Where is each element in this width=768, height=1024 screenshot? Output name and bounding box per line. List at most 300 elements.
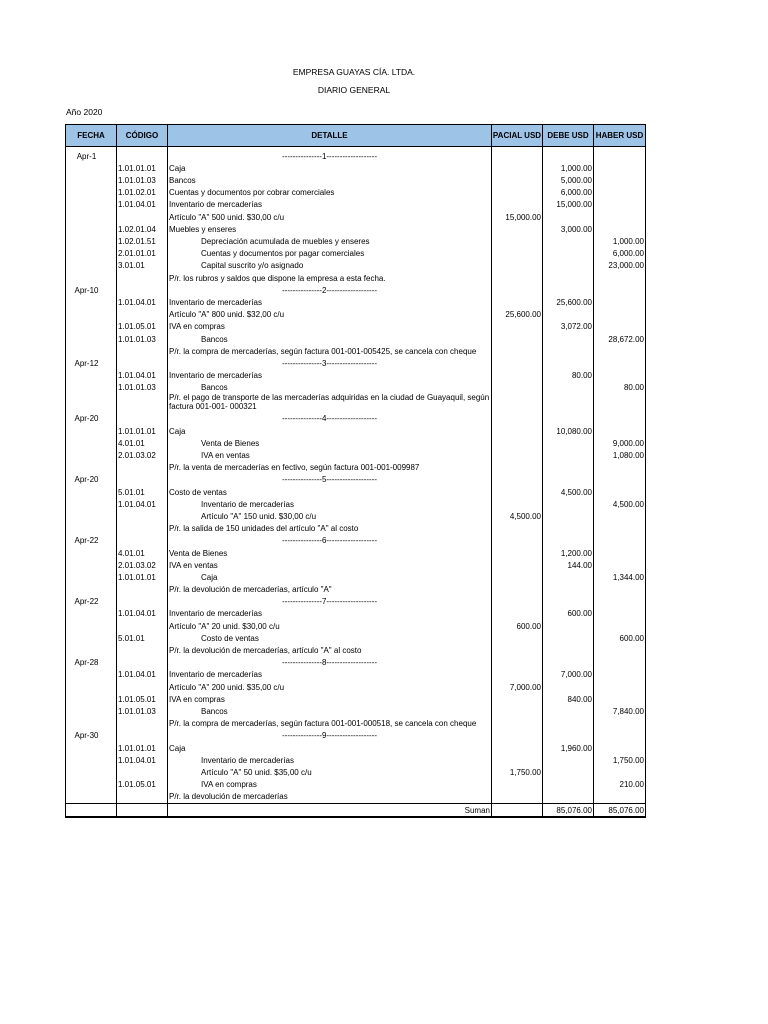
entry-detail: Artículo "A" 200 unid. $35,00 c/u [168,680,492,692]
entry-separator-row [66,283,646,295]
entry-date: Apr-20 [66,412,117,424]
journal-row [66,643,646,655]
debit-amount [543,631,594,643]
partial-amount [492,320,543,332]
account-code: 1.01.05.01 [117,320,168,332]
account-code: 1.01.05.01 [117,692,168,704]
journal-row [66,741,646,753]
entry-detail: IVA en ventas [168,558,492,570]
debit-amount [543,716,594,728]
debit-amount: 600.00 [543,607,594,619]
entry-detail [168,777,492,789]
account-code: 2.01.03.02 [117,448,168,460]
entry-detail-text: Artículo "A" 50 unid. $35,00 c/u [201,767,312,777]
entry-date [66,173,117,185]
partial-amount [492,259,543,271]
column-header-debe: DEBE USD [543,125,594,147]
entry-date [66,198,117,210]
partial-amount [492,461,543,473]
entry-detail: ---------------8------------------- [168,656,492,668]
entry-detail: ---------------9------------------- [168,729,492,741]
entry-date [66,509,117,521]
credit-amount: 1,080.00 [594,448,646,460]
journal-row [66,186,646,198]
debit-amount [543,307,594,319]
partial-amount [492,295,543,307]
credit-amount [594,741,646,753]
credit-amount [594,295,646,307]
account-code: 1.01.02.01 [117,186,168,198]
entry-date [66,741,117,753]
entry-date [66,497,117,509]
journal-row [66,777,646,789]
credit-amount [594,716,646,728]
journal-row [66,607,646,619]
entry-detail: ---------------4------------------- [168,412,492,424]
debit-amount: 10,080.00 [543,424,594,436]
journal-row [66,692,646,704]
credit-amount [594,320,646,332]
entry-separator-row [66,412,646,424]
credit-amount [594,344,646,356]
partial-amount [492,595,543,607]
debit-amount [543,753,594,765]
partial-amount [492,271,543,283]
entry-detail: Inventario de mercaderías [168,198,492,210]
column-header-parcial: PACIAL USD [492,125,543,147]
partial-amount [492,436,543,448]
entry-detail [168,247,492,259]
entry-detail-text: Cuentas y documentos por pagar comerciales [201,249,365,259]
partial-amount [492,753,543,765]
entry-date [66,247,117,259]
entry-date [66,381,117,393]
journal-row [66,753,646,765]
entry-detail: Muebles y enseres [168,222,492,234]
credit-amount [594,656,646,668]
account-code [117,790,168,804]
account-code: 3.01.01 [117,259,168,271]
journal-row [66,790,646,804]
journal-row [66,424,646,436]
entry-date [66,222,117,234]
credit-amount [594,509,646,521]
entry-detail: Costo de ventas [168,485,492,497]
account-code: 5.01.01 [117,631,168,643]
partial-amount [492,656,543,668]
credit-amount: 210.00 [594,777,646,789]
entry-date [66,186,117,198]
journal-row [66,222,646,234]
credit-amount [594,271,646,283]
journal-row [66,461,646,473]
journal-table [65,124,646,818]
credit-amount [594,582,646,594]
journal-row [66,619,646,631]
partial-amount: 15,000.00 [492,210,543,222]
account-code [117,582,168,594]
totals-empty-date [66,803,117,817]
account-code: 1.01.01.03 [117,173,168,185]
partial-amount [492,485,543,497]
entry-date: Apr-30 [66,729,117,741]
journal-row [66,558,646,570]
entry-date [66,521,117,533]
account-code [117,509,168,521]
entry-date: Apr-1 [66,147,117,162]
partial-amount [492,381,543,393]
entry-date [66,234,117,246]
credit-amount [594,668,646,680]
journal-body [66,147,646,804]
partial-amount [492,716,543,728]
entry-detail: Bancos [168,173,492,185]
partial-amount [492,356,543,368]
journal-row [66,631,646,643]
credit-amount [594,558,646,570]
credit-amount [594,485,646,497]
credit-amount [594,210,646,222]
journal-row [66,497,646,509]
entry-date [66,307,117,319]
journal-row [66,344,646,356]
credit-amount [594,356,646,368]
credit-amount [594,147,646,162]
account-code: 1.01.01.03 [117,704,168,716]
entry-detail-text: Bancos [201,383,228,393]
entry-date [66,485,117,497]
debit-amount [543,777,594,789]
debit-amount [543,582,594,594]
entry-detail-text: Venta de Bienes [201,438,260,448]
partial-amount [492,198,543,210]
journal-row [66,668,646,680]
credit-amount [594,186,646,198]
partial-amount [492,173,543,185]
credit-amount [594,461,646,473]
account-code [117,356,168,368]
partial-amount [492,424,543,436]
credit-amount: 1,000.00 [594,234,646,246]
account-code [117,595,168,607]
debit-amount: 6,000.00 [543,186,594,198]
entry-detail: P/r. la devolución de mercaderías, artículo "A" al costo [168,643,492,655]
totals-debit: 85,076.00 [543,803,594,817]
entry-date [66,332,117,344]
account-code: 1.01.04.01 [117,753,168,765]
debit-amount [543,656,594,668]
credit-amount [594,790,646,804]
entry-detail-text: Bancos [201,706,228,716]
debit-amount [543,497,594,509]
entry-detail: Artículo "A" 500 unid. $30,00 c/u [168,210,492,222]
credit-amount: 80.00 [594,381,646,393]
credit-amount [594,283,646,295]
entry-separator-row [66,147,646,162]
credit-amount [594,643,646,655]
entry-date: Apr-22 [66,534,117,546]
totals-credit: 85,076.00 [594,803,646,817]
partial-amount [492,368,543,380]
debit-amount [543,344,594,356]
journal-row [66,320,646,332]
entry-detail: P/r. el pago de transporte de las mercaderías adquiridas en la ciudad de Guayaquil, según factura 001-001- 000321 [168,393,492,412]
account-code [117,393,168,412]
credit-amount: 23,000.00 [594,259,646,271]
entry-detail: Inventario de mercaderías [168,368,492,380]
debit-amount: 7,000.00 [543,668,594,680]
partial-amount: 4,500.00 [492,509,543,521]
journal-row [66,582,646,594]
partial-amount [492,448,543,460]
entry-date [66,716,117,728]
credit-amount [594,161,646,173]
partial-amount [492,607,543,619]
entry-detail-text: Artículo "A" 150 unid. $30,00 c/u [201,511,317,521]
debit-amount [543,473,594,485]
account-code [117,412,168,424]
credit-amount [594,173,646,185]
credit-amount [594,534,646,546]
debit-amount [543,259,594,271]
partial-amount [492,161,543,173]
journal-row [66,485,646,497]
journal-row [66,271,646,283]
credit-amount [594,680,646,692]
account-code [117,147,168,162]
debit-amount [543,534,594,546]
entry-detail: Artículo "A" 20 unid. $30,00 c/u [168,619,492,631]
entry-date [66,393,117,412]
entry-date [66,765,117,777]
credit-amount [594,307,646,319]
entry-date [66,704,117,716]
journal-row [66,307,646,319]
account-code [117,307,168,319]
entry-detail [168,765,492,777]
totals-label: Suman [168,803,492,817]
entry-detail: Caja [168,424,492,436]
entry-detail-text: Costo de ventas [201,633,259,643]
account-code [117,521,168,533]
entry-detail: Caja [168,741,492,753]
account-code: 1.01.04.01 [117,198,168,210]
entry-date [66,448,117,460]
journal-row [66,295,646,307]
journal-row [66,570,646,582]
entry-separator-row [66,473,646,485]
journal-row [66,716,646,728]
debit-amount: 840.00 [543,692,594,704]
entry-detail: Venta de Bienes [168,546,492,558]
entry-detail-text: Caja [201,572,218,582]
journal-row [66,173,646,185]
partial-amount [492,631,543,643]
account-code [117,210,168,222]
credit-amount [594,607,646,619]
column-header-detalle: DETALLE [168,125,492,147]
entry-detail: Inventario de mercaderías [168,668,492,680]
journal-row [66,436,646,448]
account-code: 1.02.01.04 [117,222,168,234]
entry-detail: P/r. la devolución de mercaderías, artículo "A" [168,582,492,594]
entry-detail [168,570,492,582]
partial-amount [492,186,543,198]
journal-row [66,210,646,222]
entry-separator-row [66,595,646,607]
entry-detail: ---------------3------------------- [168,356,492,368]
partial-amount [492,704,543,716]
partial-amount [492,790,543,804]
entry-date [66,424,117,436]
debit-amount [543,521,594,533]
entry-detail: ---------------2------------------- [168,283,492,295]
entry-detail: P/r. la venta de mercaderías en fectivo, según factura 001-001-009987 [168,461,492,473]
entry-date [66,558,117,570]
partial-amount: 7,000.00 [492,680,543,692]
entry-date [66,607,117,619]
partial-amount [492,570,543,582]
entry-date [66,461,117,473]
account-code [117,716,168,728]
journal-row [66,704,646,716]
debit-amount [543,210,594,222]
account-code: 1.01.01.01 [117,161,168,173]
partial-amount [492,558,543,570]
journal-row [66,259,646,271]
partial-amount [492,412,543,424]
entry-detail: Artículo "A" 800 unid. $32,00 c/u [168,307,492,319]
account-code: 1.01.04.01 [117,497,168,509]
debit-amount [543,729,594,741]
entry-detail: IVA en compras [168,692,492,704]
account-code [117,344,168,356]
debit-amount [543,381,594,393]
entry-detail: ---------------6------------------- [168,534,492,546]
entry-detail: Inventario de mercaderías [168,295,492,307]
journal-row [66,368,646,380]
account-code: 1.02.01.51 [117,234,168,246]
debit-amount [543,393,594,412]
entry-detail: ---------------5------------------- [168,473,492,485]
journal-row [66,521,646,533]
entry-detail-text: Depreciación acumulada de muebles y enseres [201,237,370,246]
partial-amount [492,473,543,485]
entry-detail [168,436,492,448]
entry-date: Apr-10 [66,283,117,295]
account-code: 1.01.01.03 [117,332,168,344]
account-code [117,765,168,777]
entry-detail: P/r. la devolución de mercaderías [168,790,492,804]
credit-amount [594,198,646,210]
debit-amount [543,448,594,460]
account-code [117,271,168,283]
account-code [117,534,168,546]
debit-amount [543,461,594,473]
debit-amount: 1,200.00 [543,546,594,558]
partial-amount [492,497,543,509]
debit-amount [543,570,594,582]
column-header-haber: HABER USD [594,125,646,147]
account-code: 2.01.03.02 [117,558,168,570]
entry-separator-row [66,356,646,368]
account-code: 1.01.04.01 [117,368,168,380]
entry-detail-text: Bancos [201,334,228,344]
credit-amount [594,412,646,424]
account-code [117,680,168,692]
credit-amount [594,765,646,777]
entry-date [66,753,117,765]
partial-amount [492,741,543,753]
account-code: 5.01.01 [117,485,168,497]
partial-amount [492,247,543,259]
entry-detail-text: IVA en ventas [201,451,250,460]
entry-detail: ---------------1------------------- [168,147,492,162]
entry-date [66,295,117,307]
account-code: 2.01.01.01 [117,247,168,259]
credit-amount: 9,000.00 [594,436,646,448]
debit-amount: 5,000.00 [543,173,594,185]
account-code: 1.01.04.01 [117,607,168,619]
entry-detail [168,234,492,246]
debit-amount [543,247,594,259]
account-code [117,283,168,295]
debit-amount [543,643,594,655]
entry-detail [168,704,492,716]
entry-date: Apr-22 [66,595,117,607]
entry-detail [168,753,492,765]
debit-amount: 1,000.00 [543,161,594,173]
journal-row [66,198,646,210]
partial-amount [492,729,543,741]
partial-amount [492,777,543,789]
partial-amount [492,643,543,655]
account-code: 4.01.01 [117,546,168,558]
entry-detail-text: Inventario de mercaderías [201,755,294,765]
entry-detail [168,631,492,643]
journal-row [66,247,646,259]
partial-amount: 600.00 [492,619,543,631]
debit-amount [543,436,594,448]
journal-row [66,234,646,246]
partial-amount [492,344,543,356]
account-code [117,729,168,741]
journal-row [66,546,646,558]
account-code: 1.01.01.01 [117,424,168,436]
partial-amount [492,534,543,546]
entry-date [66,161,117,173]
entry-date: Apr-12 [66,356,117,368]
account-code: 4.01.01 [117,436,168,448]
entry-date [66,210,117,222]
entry-date [66,344,117,356]
partial-amount [492,332,543,344]
entry-detail: Inventario de mercaderías [168,607,492,619]
credit-amount: 7,840.00 [594,704,646,716]
entry-detail [168,381,492,393]
entry-date [66,668,117,680]
debit-amount: 1,960.00 [543,741,594,753]
entry-date [66,790,117,804]
debit-amount [543,509,594,521]
debit-amount: 25,600.00 [543,295,594,307]
entry-date [66,643,117,655]
debit-amount [543,283,594,295]
debit-amount [543,332,594,344]
entry-detail [168,259,492,271]
entry-detail: P/r. la compra de mercaderías, según factura 001-001-005425, se cancela con cheque [168,344,492,356]
entry-detail [168,448,492,460]
